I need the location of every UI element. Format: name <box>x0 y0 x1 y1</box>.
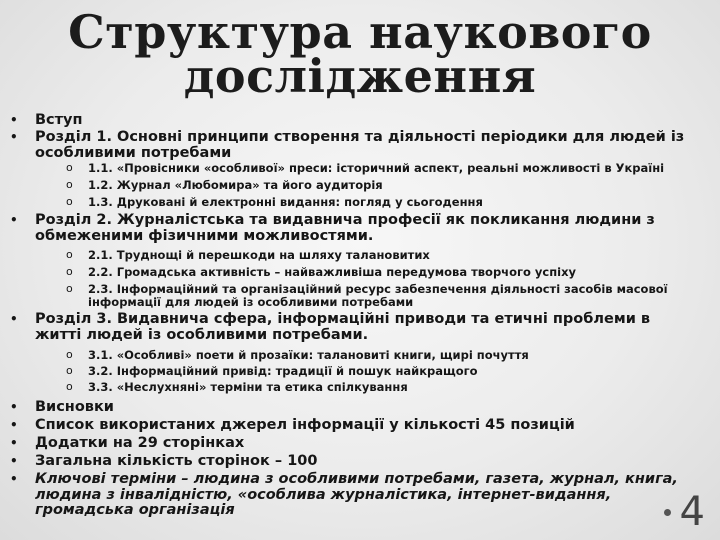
list-item-text: Розділ 3. Видавнича сфера, інформаційні приводи та етичні проблеми в житті людей із особливими потребами. <box>35 311 651 343</box>
sub-list-item-text: 1.1. «Провісники «особливої» преси: історичний аспект, реальні можливості в Україні <box>88 161 665 175</box>
slide-title <box>0 5 720 103</box>
list-item-text: Вступ <box>35 112 83 128</box>
sub-bullet-marker: o <box>66 195 73 208</box>
sub-list-item-text: 3.2. Інформаційний привід: традиції й пошук найкращого <box>88 364 478 378</box>
sub-list-item-text: 3.3. «Неслухняні» терміни та етика спілкування <box>88 380 408 394</box>
sub-list-item-text: 1.3. Друковані й електронні видання: погляд у сьогодення <box>88 195 483 209</box>
sub-list-item-text: 2.1. Труднощі й перешкоди на шляху талановитих <box>88 248 430 262</box>
bullet-marker: • <box>10 436 18 450</box>
slide-title-line-1: Структура наукового <box>68 5 652 59</box>
bullet-marker: • <box>10 454 18 468</box>
sub-bullet-marker: o <box>66 248 73 261</box>
list-item-text: Список використаних джерел інформації у кількості 45 позицій <box>35 417 575 433</box>
sub-list-item-text: 1.2. Журнал «Любомира» та його аудиторія <box>88 178 383 192</box>
list-item-text: Розділ 2. Журналістська та видавнича професії як покликання людини з обмеженими фізичними можливостями. <box>35 212 655 244</box>
sub-bullet-marker: o <box>66 178 73 191</box>
bullet-marker: • <box>10 312 18 326</box>
sub-list-item-text: 2.2. Громадська активність – найважливіша передумова творчого успіху <box>88 265 576 279</box>
list-item-text: Додатки на 29 сторінках <box>35 435 245 451</box>
bullet-marker: • <box>10 213 18 227</box>
list-item-text: Ключові терміни – людина з особливими потребами, газета, журнал, книга, людина з інвалідністю, «особлива журналістика, інтернет-видання, громадська організація <box>35 471 678 518</box>
sub-list-item-text: 2.3. Інформаційний та організаційний ресурс забезпечення діяльності засобів масової інформації для людей із особливими потребами <box>88 282 668 309</box>
sub-bullet-marker: o <box>66 364 73 377</box>
list-item-text: Висновки <box>35 399 114 415</box>
bullet-marker: • <box>10 130 18 144</box>
sub-list-item-text: 3.1. «Особливі» поети й прозаїки: талановиті книги, щирі почуття <box>88 348 529 362</box>
bullet-marker: • <box>10 418 18 432</box>
sub-bullet-marker: o <box>66 265 73 278</box>
bullet-marker: • <box>10 472 18 486</box>
bullet-marker: • <box>10 113 18 127</box>
sub-bullet-marker: o <box>66 161 73 174</box>
slide-title-line-2: дослідження <box>183 49 537 103</box>
list-item-text: Загальна кількість сторінок – 100 <box>35 453 318 469</box>
sub-bullet-marker: o <box>66 380 73 393</box>
page-number-dot <box>664 509 671 516</box>
page-number: 4 <box>679 489 705 535</box>
list-item-text: Розділ 1. Основні принципи створення та діяльності періодики для людей із особливими потребами <box>35 129 685 161</box>
sub-bullet-marker: o <box>66 348 73 361</box>
sub-bullet-marker: o <box>66 282 73 295</box>
bullet-marker: • <box>10 400 18 414</box>
